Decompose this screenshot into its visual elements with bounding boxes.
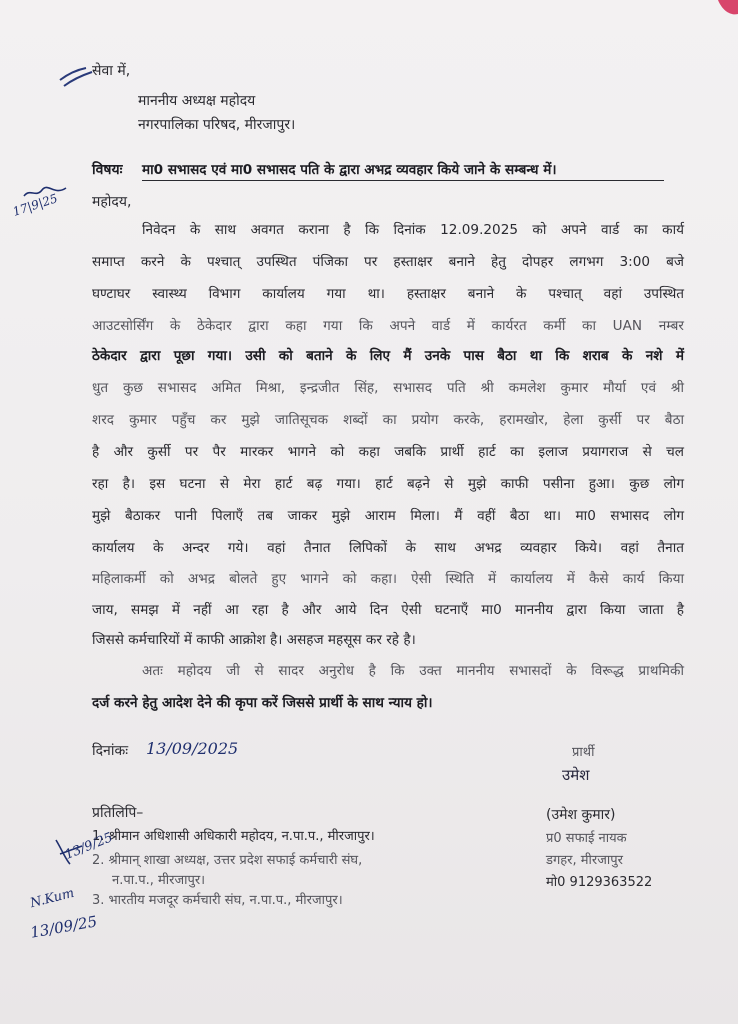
sender-label: प्रार्थी [572,745,595,760]
handwritten-note-a: 13/9/25 [62,830,115,863]
salutation: सेवा में, [92,63,131,79]
para2-line-1: अतः महोदय जी से सादर अनुरोध है कि उक्त माननीय सभासदों के विरूद्ध प्राथमिकी [142,663,684,679]
greeting: महोदय, [92,194,132,210]
para1-line-1: निवेदन के साथ अवगत कराना है कि दिनांक 12.09.2025 को अपने वार्ड का कार्य [142,222,684,238]
para1-line-8: है और कुर्सी पर पैर मारकर भागने को कहा जबकि प्रार्थी हार्ट का इलाज प्रयागराज से चल [92,444,684,460]
para1-line-2: समाप्त करने के पश्चात् उपस्थित पंजिका पर हस्ताक्षर बनाने हेतु दोपहर लगभग 3:00 बजे [92,254,684,270]
copy-item-2: 2. श्रीमान् शाखा अध्यक्ष, उत्तर प्रदेश सफाई कर्मचारी संघ, [92,853,363,868]
copy-item-1: 1. श्रीमान अधिशासी अधिकारी महोदय, न.पा.प., मीरजापुर। [92,829,375,844]
sender-place: डगहर, मीरजापुर [546,853,623,868]
sender-name: (उमेश कुमार) [546,807,616,823]
handwritten-note-b: N.Kum [28,885,76,912]
para1-line-6: धुत कुछ सभासद अमित मिश्रा, इन्द्रजीत सिंह, सभासद पति श्री कमलेश कुमार मौर्या एवं श्री [92,380,684,396]
receipt-scribble-icon [22,186,70,200]
addressee-line-1: माननीय अध्यक्ष महोदय [138,93,256,109]
para1-line-4: आउटसोर्सिंग के ठेकेदार द्वारा कहा गया कि अपने वार्ड में कार्यरत कर्मी का UAN नम्बर [92,318,684,334]
para1-line-10: मुझे बैठाकर पानी पिलाएँ तब जाकर मुझे आराम मिला। मैं वहीं बैठा था। मा0 सभासद लोग [92,508,684,524]
para1-line-7: शरद कुमार पहुँच कर मुझे जातिसूचक शब्दों का प्रयोग करके, हरामखोर, हेला कुर्सी पर बैठा [92,412,684,428]
para1-line-3: घण्टाघर स्वास्थ्य विभाग कार्यालय गया था। हस्ताक्षर बनाने के पश्चात् वहां उपस्थित [92,286,684,302]
copy-label: प्रतिलिपि– [92,805,144,821]
handwritten-note-c: 13/09/25 [28,912,99,942]
para1-line-14: जिससे कर्मचारियों में काफी आक्रोश है। असहज महसूस कर रहे है। [92,632,416,648]
note-a-scribble-icon [52,836,92,866]
corner-stain-icon [712,0,738,20]
para1-line-12: महिलाकर्मी को अभद्र बोलते हुए भागने को कहा। ऐसी स्थिति में कार्यालय में कैसे कार्य किया [92,571,684,587]
para1-line-9: रहा है। इस घटना से मेरा हार्ट बढ़ गया। हार्ट बढ़ने से मुझे काफी पसीना हुआ। कुछ लोग [92,476,684,492]
sender-signature: उमेश [562,766,590,784]
addressee-line-2: नगरपालिका परिषद, मीरजापुर। [138,117,296,133]
date-label: दिनांकः [92,743,129,759]
date-value: 13/09/2025 [146,739,239,758]
para1-line-11: कार्यालय के अन्दर गये। वहां तैनात लिपिकों के साथ अभद्र व्यवहार किये। वहां तैनात [92,540,684,556]
receipt-mark: 17|9|25 [10,191,60,219]
subject-label: विषयः [92,162,123,178]
copy-item-3: 3. भारतीय मजदूर कर्मचारी संघ, न.पा.प., मीरजापुर। [92,893,343,908]
copy-item-2-cont: न.पा.प., मीरजापुर। [112,873,206,888]
para1-line-13: जाय, समझ में नहीं आ रहा है और आये दिन ऐसी घटनाएँ मा0 माननीय द्वारा किया जाता है [92,602,684,618]
para1-line-5: ठेकेदार द्वारा पूछा गया। उसी को बताने के लिए मैं उनके पास बैठा था कि शराब के नशे में [92,348,684,364]
subject-text: मा0 सभासद एवं मा0 सभासद पति के द्वारा अभद्र व्यवहार किये जाने के सम्बन्ध में। [142,161,664,181]
para2-line-2: दर्ज करने हेतु आदेश देने की कृपा करें जिससे प्रार्थी के साथ न्याय हो। [92,695,433,711]
sender-mobile: मो0 9129363522 [546,875,653,890]
sender-designation: प्र0 सफाई नायक [546,831,627,846]
